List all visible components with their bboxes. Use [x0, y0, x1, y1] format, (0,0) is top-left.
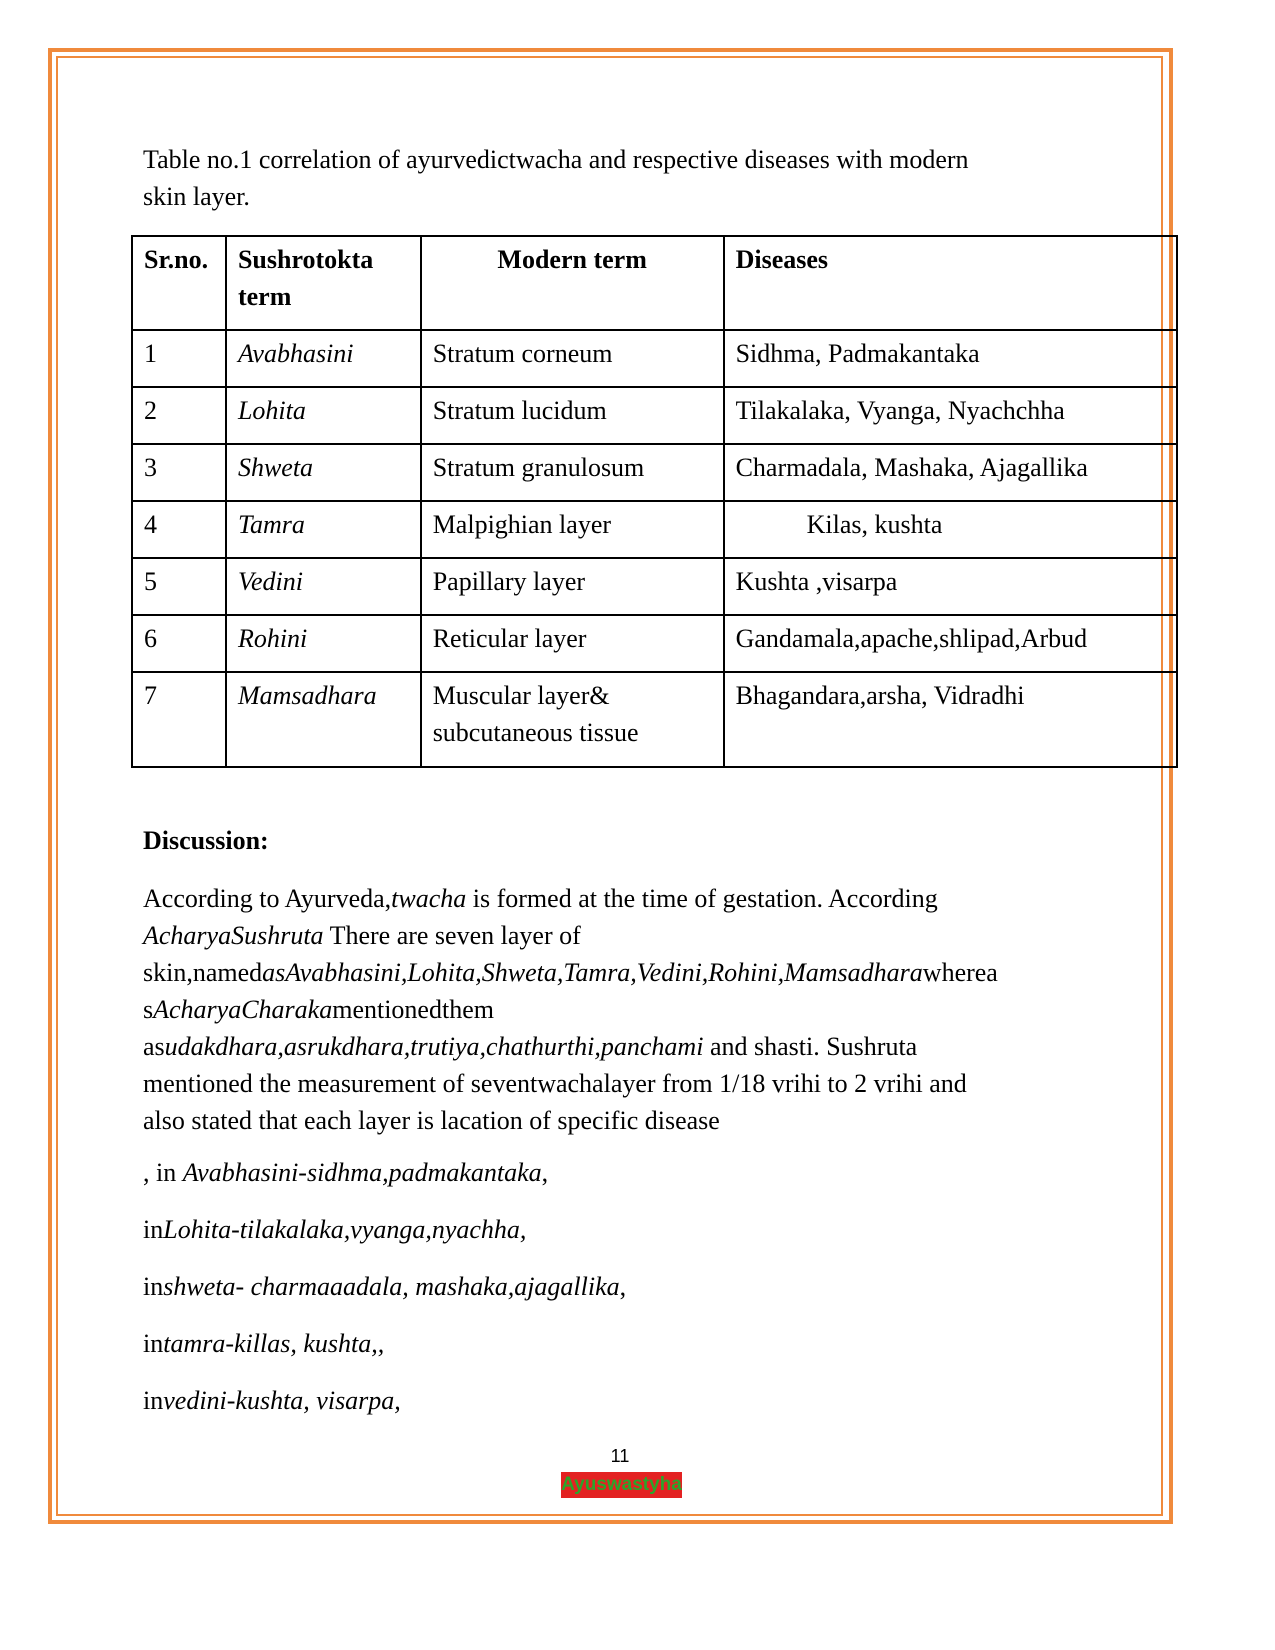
text-run: wherea	[922, 958, 998, 987]
text-run: ,	[619, 1272, 627, 1301]
cell-no: 4	[132, 501, 226, 558]
text-run: is formed at the time of gestation. According	[466, 884, 938, 913]
cell-no: 3	[132, 444, 226, 501]
text-run: in	[143, 1386, 164, 1415]
caption-line-2: skin layer.	[143, 182, 250, 211]
disease-location-line	[143, 1386, 401, 1416]
journal-brand: Ayuswastyha	[561, 1472, 682, 1498]
caption-line-1: Table no.1 correlation of ayurvedictwacha and respective diseases with modern	[143, 145, 969, 174]
para-line	[143, 917, 1073, 954]
cell-term: Tamra	[226, 501, 421, 558]
cell-modern: Stratum granulosum	[421, 444, 724, 501]
disease-location-line	[143, 1215, 526, 1245]
text-run-italic: twacha	[391, 884, 467, 913]
header-sushrotokta-line2: term	[237, 282, 292, 311]
cell-modern: Reticular layer	[421, 615, 724, 672]
cell-diseases: Charmadala, Mashaka, Ajagallika	[724, 444, 1177, 501]
text-run: in	[143, 1329, 164, 1358]
cell-modern: Stratum lucidum	[421, 387, 724, 444]
text-run: s	[143, 995, 154, 1024]
text-run: There are seven layer of	[323, 921, 581, 950]
text-run-italic: vedini-kushta, visarpa,	[163, 1386, 401, 1415]
cell-term: Mamsadhara	[226, 672, 421, 767]
para-line: mentioned the measurement of seventwachalayer from 1/18 vrihi to 2 vrihi and	[143, 1069, 967, 1098]
text-run: mentionedthem	[332, 995, 494, 1024]
cell-no: 5	[132, 558, 226, 615]
cell-no: 1	[132, 330, 226, 387]
disease-location-line	[143, 1329, 384, 1359]
cell-diseases: Kushta ,visarpa	[724, 558, 1177, 615]
cell-diseases: Gandamala,apache,shlipad,Arbud	[724, 615, 1177, 672]
header-sushrotokta-term	[226, 236, 421, 330]
cell-term: Shweta	[226, 444, 421, 501]
table-header-row	[132, 236, 1177, 330]
cell-diseases: Kilas, kushta	[724, 501, 1177, 558]
disease-location-line	[143, 1158, 548, 1188]
text-run-italic: Lohita-tilakalaka,vyanga,nyachha,	[163, 1215, 527, 1244]
text-run-italic: asAvabhasini,Lohita,Shweta,Tamra,Vedini,Rohini,Mamsadhara	[262, 958, 923, 987]
header-modern-term: Modern term	[421, 236, 724, 330]
cell-modern-line1: Muscular layer&	[432, 681, 610, 710]
table-row	[132, 615, 1177, 672]
text-run: , in	[143, 1158, 183, 1187]
text-run-italic: shweta- charmaaadala, mashaka,ajagallika	[163, 1272, 620, 1301]
cell-diseases: Tilakalaka, Vyanga, Nyachchha	[724, 387, 1177, 444]
table-caption	[143, 141, 1063, 215]
page-number: 11	[610, 1446, 630, 1466]
cell-diseases: Bhagandara,arsha, Vidradhi	[724, 672, 1177, 767]
header-sushrotokta-line1: Sushrotokta	[237, 245, 374, 274]
para-line	[143, 880, 1073, 917]
table-row	[132, 672, 1177, 767]
disease-location-line	[143, 1272, 626, 1302]
text-run: as	[143, 1032, 165, 1061]
cell-modern: Malpighian layer	[421, 501, 724, 558]
text-run: in	[143, 1272, 164, 1301]
text-run-italic: AcharyaSushruta	[143, 921, 324, 950]
para-line	[143, 991, 1073, 1028]
cell-no: 7	[132, 672, 226, 767]
table-row	[132, 558, 1177, 615]
text-run-italic: Avabhasini-sidhma,padmakantaka	[182, 1158, 542, 1187]
para-line: also stated that each layer is lacation of specific disease	[143, 1106, 720, 1135]
text-run: in	[143, 1215, 164, 1244]
header-diseases: Diseases	[724, 236, 1177, 330]
cell-modern-line2: subcutaneous tissue	[432, 718, 639, 747]
text-run: ,	[541, 1158, 549, 1187]
cell-modern: Stratum corneum	[421, 330, 724, 387]
text-run-italic: AcharyaCharaka	[153, 995, 333, 1024]
text-run-italic: udakdhara,asrukdhara,trutiya,chathurthi,panchami	[164, 1032, 704, 1061]
table-row	[132, 387, 1177, 444]
cell-no: 2	[132, 387, 226, 444]
cell-modern	[421, 672, 724, 767]
discussion-paragraph	[143, 880, 1073, 1139]
correlation-table	[131, 235, 1178, 768]
cell-term: Rohini	[226, 615, 421, 672]
text-run: and shasti. Sushruta	[703, 1032, 918, 1061]
text-run-italic: tamra-killas, kushta,,	[163, 1329, 385, 1358]
para-line	[143, 1028, 1073, 1065]
text-run: skin,named	[143, 958, 263, 987]
cell-no: 6	[132, 615, 226, 672]
cell-modern: Papillary layer	[421, 558, 724, 615]
cell-term: Lohita	[226, 387, 421, 444]
table-row	[132, 444, 1177, 501]
para-line	[143, 954, 1073, 991]
table-row	[132, 330, 1177, 387]
text-run: According to Ayurveda,	[143, 884, 392, 913]
cell-term: Avabhasini	[226, 330, 421, 387]
cell-diseases: Sidhma, Padmakantaka	[724, 330, 1177, 387]
header-sr-no: Sr.no.	[132, 236, 226, 330]
table-row	[132, 501, 1177, 558]
discussion-heading: Discussion:	[143, 826, 269, 855]
cell-term: Vedini	[226, 558, 421, 615]
